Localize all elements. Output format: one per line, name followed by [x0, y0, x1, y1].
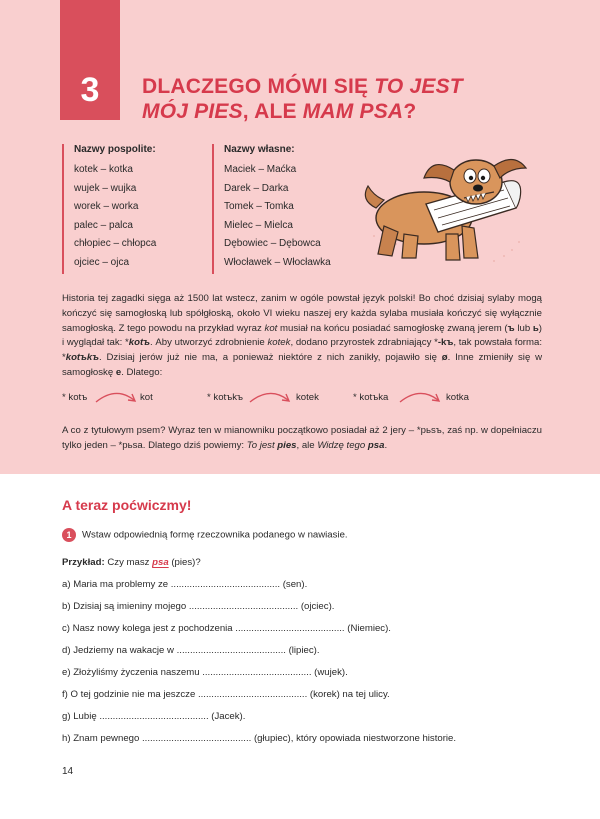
derivation-source: * kotъ — [62, 392, 88, 403]
text-run: . Aby utworzyć zdrobnienie — [149, 337, 268, 349]
exercise-item[interactable]: h) Znam pewnego ......................................... (głupiec), który opowiada niestworzone historie. — [62, 733, 457, 744]
text-run: . Inne zmieniły się w samogłoskę — [62, 352, 543, 378]
list-item: palec – palca — [74, 219, 133, 231]
text-run: Historia tej zagadki sięga aż 1500 lat wstecz, zanim w ogóle powstał język polski! Bo choć dzisiaj sylaby mogą kończyć się samogłoską lub spółgłoską, około VI wieku naszej ery każda sylaba musiała kończyć się wyłącznie samogłoską. Z tego powodu na przykład wyraz — [62, 293, 542, 334]
exercise-item[interactable]: g) Lubię ......................................... (Jacek). — [62, 711, 246, 722]
exercise-item[interactable]: b) Dzisiaj są imieniny mojego ......................................... (ojciec). — [62, 601, 335, 612]
exercise-item[interactable]: e) Złożyliśmy życzenia naszemu ......................................... (wujek). — [62, 667, 348, 678]
chapter-number-box — [60, 0, 120, 120]
title-part: ? — [403, 100, 417, 123]
text-run: ь — [532, 322, 539, 334]
example-line — [62, 557, 201, 569]
list-item: kotek – kotka — [74, 164, 133, 175]
text-run: , tak powstała forma: * — [62, 337, 542, 364]
common-nouns-column — [62, 144, 197, 274]
text-run: To jest — [246, 439, 278, 451]
derivation-result: kot — [140, 392, 153, 403]
text-run: kotъkъ — [65, 352, 100, 364]
text-run: A co z tytułowym psem? Wyraz ten w mianowniku początkowo posiadał aż 2 jery – *pьsъ, zaś np. w dopełniaczu tylko jeden – *pьsa. Dlatego dziś powiemy: — [62, 425, 542, 451]
text-run: . Dzisiaj jerów już nie ma, a ponieważ niektóre z nich zanikły, pojawiło się — [99, 352, 442, 364]
common-nouns-heading: Nazwy pospolite: — [74, 144, 156, 155]
text-run: . — [384, 439, 388, 451]
text-run: , dodano przyrostek zdrabniający * — [290, 337, 438, 349]
list-item: Tomek – Tomka — [224, 201, 294, 212]
list-item: Maciek – Maćka — [224, 164, 297, 175]
derivation-result: kotek — [296, 392, 319, 403]
chapter-title — [142, 74, 542, 124]
list-item: Dębowiec – Dębowca — [224, 238, 321, 249]
list-item: ojciec – ojca — [74, 256, 130, 268]
text-run: kotek — [267, 337, 291, 349]
list-item: Włocławek – Włocławka — [224, 256, 331, 268]
text-run: kotъ — [128, 337, 150, 349]
derivation-source: * kotъka — [353, 392, 389, 403]
text-run: Widzę tego — [317, 439, 368, 451]
text-run: ø — [441, 352, 448, 364]
exercise-item[interactable]: d) Jedziemy na wakacje w ......................................... (lipiec). — [62, 645, 320, 656]
example-label: Przykład: — [62, 557, 105, 568]
task-instruction — [62, 528, 348, 543]
task-number-badge: 1 — [62, 528, 76, 542]
proper-nouns-heading: Nazwy własne: — [224, 144, 295, 155]
title-italic-part: MÓJ PIES — [142, 100, 243, 123]
exercise-item[interactable]: f) O tej godzinie nie ma jeszcze ......................................... (korek) na tej ulicy. — [62, 689, 390, 700]
text-run: Czy masz — [104, 557, 153, 568]
list-item: worek – worka — [74, 201, 139, 212]
proper-nouns-column — [212, 144, 342, 274]
text-run: (pies)? — [168, 557, 201, 568]
text-run: pies — [277, 439, 297, 451]
example-answer: psa — [152, 557, 169, 568]
page-number: 14 — [62, 766, 74, 777]
text-run: ъ — [507, 322, 515, 334]
list-item: Mielec – Mielca — [224, 219, 293, 231]
text-run: ) i wyglądał tak: * — [62, 322, 542, 349]
text-run: lub — [514, 322, 533, 334]
derivation-source: * kotъkъ — [207, 392, 243, 403]
text-run: musiał na końcu posiadać samogłoskę zwaną jerem ( — [277, 322, 508, 334]
text-run: , ale — [296, 439, 318, 451]
title-italic-part: TO JEST — [374, 75, 463, 98]
list-item: chłopiec – chłopca — [74, 238, 157, 249]
text-run: . Dlatego: — [121, 366, 163, 378]
exercise-item[interactable]: a) Maria ma problemy ze ......................................... (sen). — [62, 579, 308, 590]
pies-explanation-paragraph — [62, 424, 542, 454]
curved-arrow-icon — [94, 388, 138, 406]
list-item: wujek – wujka — [74, 182, 137, 194]
chapter-number: 3 — [80, 71, 100, 109]
curved-arrow-icon — [248, 388, 292, 406]
list-item: Darek – Darka — [224, 182, 289, 194]
task-text: Wstaw odpowiednią formę rzeczownika podanego w nawiasie. — [82, 529, 348, 541]
title-part: DLACZEGO MÓWI SIĘ — [142, 75, 375, 98]
text-run: kot — [264, 322, 278, 334]
text-run: psa — [367, 439, 385, 451]
curved-arrow-icon — [398, 388, 442, 406]
title-italic-part: MAM PSA — [302, 100, 404, 123]
dog-with-newspaper-illustration — [354, 146, 532, 268]
exercise-item[interactable]: c) Nasz nowy kolega jest z pochodzenia ......................................... (Niemiec). — [62, 623, 391, 634]
explanation-paragraph — [62, 292, 542, 381]
title-part: , ALE — [242, 100, 303, 123]
text-run: -kъ — [437, 337, 454, 349]
exercises-section-title: A teraz poćwiczmy! — [62, 497, 192, 513]
text-run: e — [115, 366, 122, 378]
derivation-result: kotka — [446, 392, 469, 403]
